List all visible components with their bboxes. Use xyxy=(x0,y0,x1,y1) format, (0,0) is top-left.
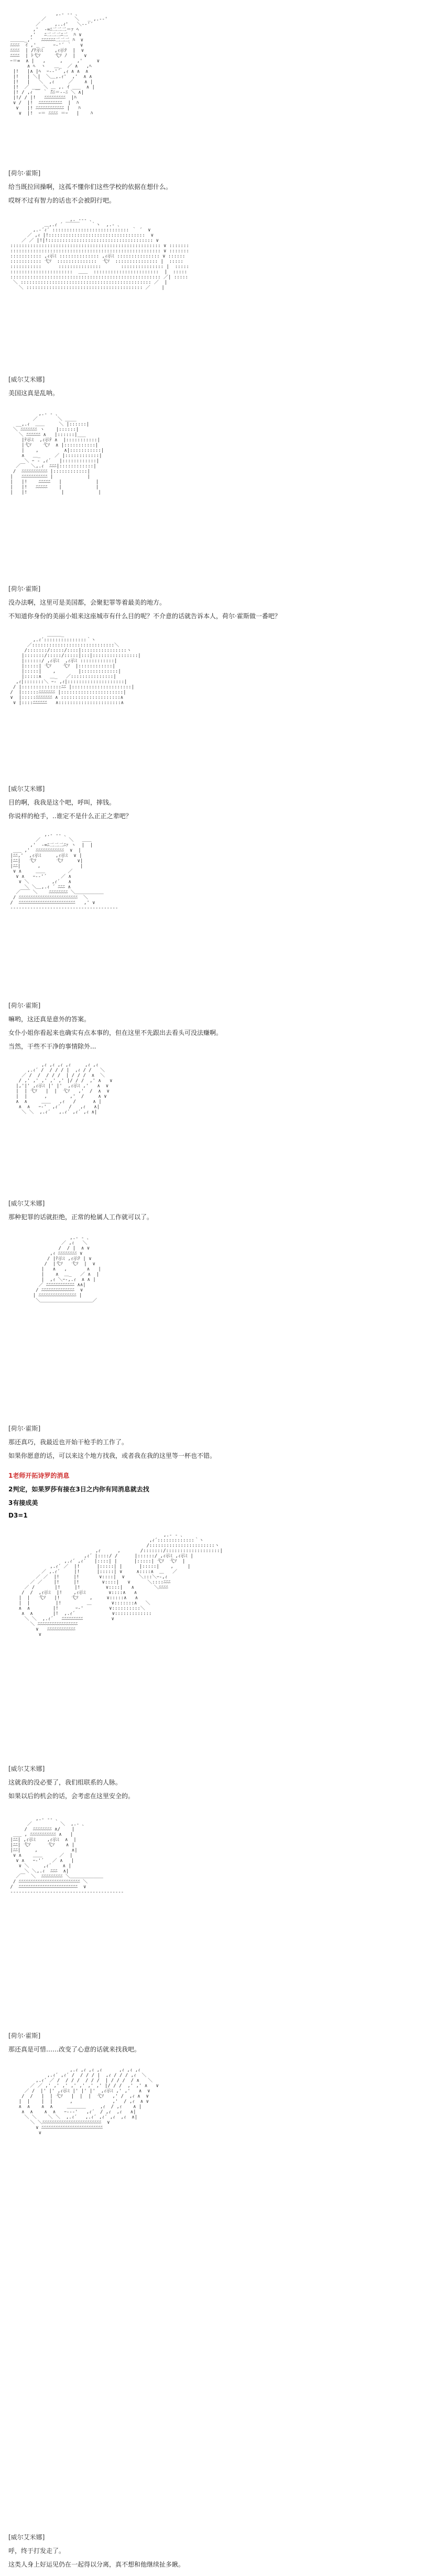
dialogue-line: 这类人身上好运见仍在一起得以分离，真不想和他继续扯多瞅。 xyxy=(8,2561,185,2568)
speaker-label: [威尔艾米娜] xyxy=(8,1765,45,1772)
ascii-art-panel-8: ,.- ‐ ､ ,ｨ´:::::::::::::｀ヽ /:::::::::::::::::::::::ヽ ,ｨ , /:::::::/:::::::::::::::::::| ,ｨ´ |::::/ / |::::::/ ,ｨ示ﾐ ,ｨ示ﾐ | ,.ｨ´ ,ｨ´ |::::| | |:::::| 弋ｿ 弋ｿ | ,.ｨ´ ／ |! |:::::| | |:::::| , | ／ ,.ｨ´ |! |:::::| ∨ ∧::::∧ ＿ ／ ／ ／ |! |! ∨::::| ∨ ＼:::＼ｰ‐,ｨ ／ ／ |! |! ∨::::| ∨ ＼::::ﾆﾆﾆ ／ / |! |! ∨::::| ∧ ＼ﾆﾆﾆﾆ / / ,ｨ示ﾐ |! ,ｨ示ﾐ ∨::::∧ ∧ | | 弋ｿ |! 弋ｿ , ∨:::::∧ ∧ | | |! ＿ ∨:::::::∧ ＼ ∧ ∧ |! ｰ‐' ∨::::::::::＼ ∧ ∧ |! ,.ｨ´ ∨::::::::::::: ＼ ＼ ,.ｨ´ ﾆﾆﾆﾆﾆﾆﾆﾆﾆ ∨ ＼ ﾆﾆﾆﾆﾆﾆﾆﾆﾆﾆﾆﾆﾆﾆﾆﾆﾆ ∨ ﾆﾆﾆﾆﾆﾆﾆﾆﾆﾆﾆﾆ ∨ xyxy=(18,1533,223,1637)
ascii-art-panel-10: ,.ｨ ,ｨ ,ｨ ,ｨ ,ｨ ,ｨ ,ｨ ,.ｨ´ ,ｨ´ / / / / | ,ｨ / / / ,ｨ ＼ ,.ｨ´ ／ / / / / / / / | / / / / ∧ ＼ ／ ／ ,' ,' ,' ,' ,' ,' ,' |/ / / ,' ,' ∧ ∨ ／ / |' |' ,ｨ示ﾐ |' |' |' ,ｨ示ﾐ ,' ,' ∧ ∨ / / | | 弋ｿ | | | 弋ｿ ,' / ,ｨ ∧ ∨ | | | | , ,' / ,ｨ ∧ ∨ ∧ ∧ ∧ ∧ ＿＿＿＿ ,ｨ / ,ｨ ∧ | ∧ ∧ ∧ ∧ ｰ‐‐‐' ,ｨ´ / ,ｨ ,ｨ ∧| ＼ ＼ ＼ ＼ ,.ｨ´ ,.ｨ´ ,ｨ´ ,ｨ ,ｨ ∧| ＼ ＼ﾆﾆﾆﾆﾆﾆﾆﾆﾆﾆﾆﾆﾆﾆﾆﾆﾆﾆﾆﾆﾆﾆﾆﾆﾆ ∨ ∨ ﾆﾆﾆﾆﾆﾆﾆﾆﾆﾆﾆﾆﾆﾆﾆﾆﾆﾆﾆﾆﾆﾆﾆﾆﾆﾆ ∨ xyxy=(18,2068,159,2136)
ascii-art-panel-9: ,.- ‐‐ ､ ／ ＼ ,.- ､ / ﾆﾆﾆﾆﾆﾆﾆﾆ ∧/ | ___ , ﾆﾆﾆﾆﾆﾆﾆﾆﾆﾆﾆ ∧ | |ﾆﾆ| ,ｨ示ﾐ ,ｨ示ﾐ ∧ | |ﾆﾆ| 弋ｿ 弋ｿ ∧ | |ﾆﾆ| , ∧| ∨ ∧ ＿＿ ／ | ∨ ∧ ｰ‐'´ ／ ∧ | ∨ ＼ ,ｨ´ ∧ | ＼ ＼,.ｨ ﾆﾆﾆ ∧| ／￣ ＼ ﾆﾆﾆﾆﾆﾆﾆﾆﾆ ＼＿＿＿＿＿＿＿ / ﾆﾆﾆﾆﾆﾆﾆﾆﾆﾆﾆﾆﾆﾆﾆﾆﾆﾆﾆﾆﾆﾆﾆﾆﾆﾆ ＼ / ﾆﾆﾆﾆﾆﾆﾆﾆﾆﾆﾆﾆﾆﾆﾆﾆﾆﾆﾆﾆﾆﾆﾆﾆﾆ ∨ ‐‐‐‐‐‐‐‐‐‐‐‐‐‐‐‐‐‐‐‐‐‐‐‐‐‐‐‐‐‐‐‐‐‐‐‐‐‐‐‐ xyxy=(10,1816,124,1895)
dialogue-line: 如果以后的机会的话，会考虑在这里安全的。 xyxy=(8,1792,135,1800)
dialogue-line: 没办法啊，这里可是美国都，会聚犯罪等着最美的地方。 xyxy=(8,599,166,606)
result-line: 2判定，如果罗莎有接在3日之内你有同消息就去找 xyxy=(8,1486,149,1493)
result-line: 3有接成美 xyxy=(8,1499,38,1507)
dialogue-line: 那还真是可惜……改变了心意的话就来找我吧。 xyxy=(8,2046,141,2053)
ascii-art-panel-7: ,.- ‐ ､ ／ ,ｨ ＼ / / | ∧ ∨ ,ｨ ﾆﾆﾆﾆﾆﾆﾆﾆ ∨ / |ﾃ示ﾐ ,ｨ示ﾃ | ∨ / |弋ｿ 弋ｿ | ∨ | ∧ , ∧ | | ∧ ＿_ ／ ∧ | | ,ｨ ＼ｰ‐,.ｨ ∧ ∧ | ／ ﾆﾆﾆﾆﾆﾆﾆﾆﾆﾆﾆﾆ ∧∧| / ﾆﾆﾆﾆﾆﾆﾆﾆﾆﾆﾆﾆﾆﾆ ∨ | ﾆﾆﾆﾆﾆﾆﾆﾆﾆﾆﾆﾆﾆﾆﾆﾆ | ＼＿＿＿＿＿＿＿＿＿＿＿／ xyxy=(32,1235,101,1303)
speaker-label: [威尔艾米娜] xyxy=(8,2534,45,2541)
dialogue-line: 你说样的枪手，..谁定不是什么正正之辈吧？ xyxy=(8,812,132,820)
dialogue-line: 女仆小姐你看起来也确实有点本事的，但在这里不先跟出去看头可没法赚啊。 xyxy=(8,1029,223,1036)
dialogue-line: 当然，干些不干净的事情除外... xyxy=(8,1043,96,1050)
dialogue-line: 那种犯罪的话就拒绝，正常的枪属人工作就可以了。 xyxy=(8,1213,154,1221)
speaker-label: [荷尔·霍斯] xyxy=(8,1425,41,1432)
ascii-art-panel-4: ＿＿＿_ ,.ｨ´:::::::::::::::｀ヽ ／:::::::::::::::::::::::::::::＼ /:::::::/:::::/::::|::::::::::::::::ヽ |:::::::/:::::/:::::|:::|::::::::::::::::| |::::::/ ,ｨ示ﾐ ,ｨ示ﾐ ::::::::::::| |:::::| 弋ｿ 弋ｿ |::::::::::::| |:::::| , |:::::::::::::| |:::::∧ ＿_ ／:::::::::::::::| ,ｨ|:::::::＼ ｰ‐ ,ｨ|::::::::::::::::::::| / |::::::::::::::ﾆﾆ |:::::::::::::::::::::| / |::::::ﾆﾆﾆﾆﾆﾆﾆ |::::::::::::::::::::::| ∨ |:::::ﾆﾆﾆﾆﾆﾆﾆ ∧ :::::::::::::::::::::∧ ∨ |::::ﾆﾆﾆﾆﾆﾆ ∧::::::::::::::::::::::∧ xyxy=(10,632,141,706)
dialogue-line: 给当既拉回操啊，这孤不懂你们这些学校的依据在想什么。 xyxy=(8,183,172,191)
dialogue-line: 美国这真是乱呐。 xyxy=(8,389,59,397)
result-title: 1老师开拓诗罗的消息 xyxy=(8,1472,70,1479)
dialogue-line: 那还真巧，我最近也开始干枪手的工作了。 xyxy=(8,1438,128,1446)
speaker-label: [荷尔·霍斯] xyxy=(8,170,41,177)
dialogue-line: 这就我的没必要了，我们组联系的人脉。 xyxy=(8,1779,122,1786)
speaker-label: [荷尔·霍斯] xyxy=(8,2032,41,2039)
dialogue-line: 呼，终于打发走了。 xyxy=(8,2547,66,2555)
dialogue-line: 嘛哟，这还真是意外的答案。 xyxy=(8,1016,91,1023)
speaker-label: [威尔艾米娜] xyxy=(8,1200,45,1207)
ascii-art-panel-1: ,.- ‐‐ ､ ／ ＼ _ ,.-‐' ／ ,..ｨ' ＼-‐'´ ,' ‐=ﾆ二二二＝ｧ ﾍ ,' ﾆ二二二ﾆ二 ﾊ ∨ ＿＿＿_,' ﾆﾆﾆﾆﾆﾆ二二二 ﾊ ∨ ﾆﾆﾆﾆ ｲ ,'_ _ ｰ‐'´ ｀ ∨ ﾆﾆﾆﾆ | /ﾃ示ﾐ ,ｨ示ﾃ | ∨ ﾆﾆﾆﾆ | ﾄ弋ｿ 弋ｿ ﾉ | ∨ ｰ＝= ∧ | , , ,' ∨ ∧ ﾍ ヽ ＿_ ／ ∧ ,ﾍ |! |∧ |ﾍ ｰ-‐'´ ,ｨ ∧ ∧ ∧ |! | ＼| ＼＿,.ｨ' ,' ∧ ∧ |! | ＼ ,ｨ ／ ∧ | |! ／ ___ ＼ ＿ ,. ｲ ___ ∧ | |! / ,ｨ ￣ ｀ ̄ﾆﾆ＝-‐ﾆ ＼ ∧| |!/ / |! ﾆﾆﾆﾆﾆﾆﾆﾆﾆ |ﾊ ∨ / |! ﾆﾆﾆﾆﾆﾆﾆﾆﾆﾆ | ﾊ ∨ |! ﾆﾆﾆﾆﾆﾆﾆﾆﾆﾆﾆﾆ | ﾊ ∨ |! ｰ＝ ﾆﾆﾆﾆ ＝ｰ | ﾊ xyxy=(10,12,108,116)
speaker-label: [荷尔·霍斯] xyxy=(8,1002,41,1009)
ascii-art-panel-5: ,.- ‐‐ ､ ／ ＼ ＿＿ ,' ‐=ﾆ二二二ﾆｧ ヽ | | ___ ,' ﾆﾆﾆﾆﾆﾆﾆﾆﾆﾆﾆﾆ ∨ | |ﾆﾆ,' ,ｨ示ﾐ ,ｨ示ﾐ ∨ | |ﾆﾆ| 弋ｿ 弋ｿ ∨| |ﾆﾆ| , | ∨ ∧ ＿＿ ／ ∨ ∧ ｰ‐‐'´ ／ ∧ ∨ ＼ ,ｨ´ ∧ ＼ ＼＿,.ｨ ´ ﾆﾆﾆ ∧ ／￣￣ ＼ ﾆﾆﾆﾆﾆﾆﾆﾆ ＼＿＿＿＿＿＿ / ﾆﾆﾆﾆﾆﾆﾆﾆﾆﾆﾆﾆﾆﾆﾆﾆﾆﾆﾆﾆﾆﾆﾆﾆﾆ ＼ / ﾆﾆﾆﾆﾆﾆﾆﾆﾆﾆﾆﾆﾆﾆﾆﾆﾆﾆﾆﾆﾆﾆﾆﾆ ,' ∨ ‐‐‐‐‐‐‐‐‐‐‐‐‐‐‐‐‐‐‐‐‐‐‐‐‐‐‐‐‐‐‐‐‐‐‐‐‐‐ xyxy=(10,832,118,911)
dialogue-line: 哎呀不过有智力的话也不会被阴行吧。 xyxy=(8,197,116,204)
dialogue-line: 目的啊，我我是这个吧，呼叫，摔钱。 xyxy=(8,799,116,806)
dice-roll: D3=1 xyxy=(8,1512,28,1519)
ascii-art-panel-2: ,. -‐‐ ､ ＿,.ｨ ´ ￣￣￣ ｀ヽ ,.- ､ ,.-´ｨ´ ::::::::::::::::::::::::::: ｀ ´ ∨ ／ ,ｨ |!:::::::::::::::::::::::::::::::::: ∨ ／ ／ |!|!::::::::::::::::::::::::::::::::::::: ∨ ::::::::::::::::::::::::::::::::::::::::::::::::::::: ∨ ::::::: ::::::::::::::::::::::::::::::::::::::::::::::::::::: ∨ ::::::: ::::::::::: ,ｨ示ﾐ :::::::::::::: ,ｨ示ﾐ ::::::::::::::: ∨ :::::: ::::::::::: 弋ｿ :::::::::::::: 弋ｿ ::::::::::::::: | ::::: ::::::::::: ::::::::::::::: ::::::::::::::: | ::::: :::::::::::::::::::::: ＿＿ ::::::::::::::::::::::: | ::::: ::::::::::::::::::::::::::::::::::::::::::::::::::::: ／| ::::: ＼ :::::::::::::::::::::::::::::::::::::::::::::: ／ | ＼ ::::::::::::::::::::::::::::::::::::::::: ／ | xyxy=(10,217,189,291)
speaker-label: [荷尔·霍斯] xyxy=(8,585,41,593)
dialogue-line: 不知道你身份的美丽小姐来这座城市有什么目的呢？不介意的话就告诉本人，荷尔·霍斯做一番吧？ xyxy=(8,612,281,620)
ascii-art-panel-3: ,.- ‐ ､ ／ ＼ ____ __,.ｨ ＿＿ ＼ |::::::| ＼ ﾆﾆﾆﾆﾆﾆﾆ ヽ |::::::| ＼ ﾆﾆﾆﾆﾆﾆ ∧ |::::::|___ |ﾃ示ﾐ ,ｨ示ﾃ ∧ |:::::::::::| |弋ｿ 弋ｿ ∧ |:::::::::::| | , ∧|:::::::::::| ∧ ＿_ ／ |::::::::::::| ＼ ｰ ‐ ,ｨ´ |::::::::::::| ／￣ ＼,.ｨ ﾆﾆﾆ|::::::::::::| / ﾆﾆﾆﾆﾆﾆﾆﾆﾆﾆﾆ |::::::::::::| | ﾆﾆﾆﾆﾆﾆﾆﾆﾆﾆﾆ | | | |! ﾆﾆﾆﾆﾆ | | | |! ﾆﾆﾆﾆﾆ | | | |! | | xyxy=(10,411,104,495)
dialogue-line: 如果你愿意的话，可以来这个地方找我，或者我在我的这里等一杯也不错。 xyxy=(8,1452,216,1459)
speaker-label: [威尔艾米娜] xyxy=(8,785,45,793)
speaker-label: [威尔艾米娜] xyxy=(8,376,45,383)
ascii-art-panel-6: ,ｨ ,ｨ ,ｨ ,ｨ ,ｨ ,ｨ ,.ｨ´ / / / / | ,ｨ / / ＼ ／ / / / / / | / / / ∧ ＼ / ,' ,' ,' ,' ,' |/ / / ,' ∧ ∨ |,'|' ,ｨ示ﾐ |' |' ,ｨ示ﾐ ,' ∧ ∨ | | 弋ｿ | | 弋ｿ ,' / ∧ ∨ | | , ,' / ∧ ∨ ∧ ∧ ＿＿ ,ｨ / ∧ | ∧ ∧ ｰ‐' ,ｨ´ / ,ｨ ∧| ＼ ＼ ,.ｨ´ ,.ｨ´ ,ｨ´ ,ｨ ∧| xyxy=(16,1063,113,1115)
